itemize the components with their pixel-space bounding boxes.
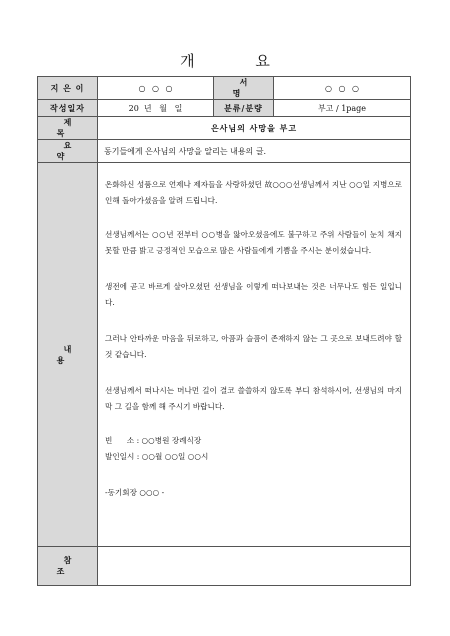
content-body (98, 163, 411, 547)
funeral-departure: 발인일시 : ○○월 ○○일 ○○시 (105, 452, 209, 461)
summary-label: 요 약 (38, 140, 98, 163)
reference-label: 참 조 (38, 547, 98, 586)
author-row (38, 77, 411, 100)
date-row (38, 100, 411, 117)
date-value: 20 년 월 일 (98, 100, 214, 117)
author-label: 지 은 이 (38, 77, 98, 100)
content-paragraph: 그러나 안타까운 마음을 뒤로하고, 아픔과 슬픔이 존재하지 않는 그 곳으로 보내드려야 할 것 같습니다. (105, 334, 402, 359)
author-value: ○ ○ ○ (98, 77, 214, 100)
content-paragraph: 선생님께서는 ○○년 전부터 ○○병을 앓아오셨음에도 불구하고 주위 사람들이 눈치 채지 못할 만큼 밝고 긍정적인 모습으로 많은 사람들에게 기쁨을 주시는 분이셨습니다. (105, 230, 402, 255)
summary-row (38, 140, 411, 163)
content-label: 내 용 (38, 163, 98, 547)
signature-label: 서 명 (214, 77, 274, 100)
content-paragraph: 생전에 곧고 바르게 살아오셨던 선생님을 이렇게 떠나보내는 것은 너무나도 힘든 일입니다. (105, 282, 402, 307)
summary-form-table (37, 76, 411, 586)
date-label: 작성일자 (38, 100, 98, 117)
subject-label: 제 목 (38, 117, 98, 140)
subject-value: 은사님의 사망을 부고 (98, 117, 411, 140)
content-paragraph: 선생님께서 떠나시는 머나먼 길이 결코 쓸쓸하지 않도록 부디 참석하시어, 선생님의 마지막 그 길을 함께 해 주시기 바랍니다. (105, 386, 402, 411)
page-title: 개 요 (180, 52, 298, 70)
reference-value (98, 547, 411, 586)
subject-row (38, 117, 411, 140)
content-row (38, 163, 411, 547)
sender-signature: -동기회장 ○○○ - (105, 488, 165, 497)
funeral-place: 빈 소 : ○○병원 장례식장 (105, 436, 202, 445)
category-value: 부고 / 1page (274, 100, 411, 117)
summary-value: 동기들에게 은사님의 사망을 알리는 내용의 글. (98, 140, 411, 163)
reference-row (38, 547, 411, 586)
content-paragraph: 온화하신 성품으로 언제나 제자들을 사랑하셨던 故○○○선생님께서 지난 ○○일 지병으로 인해 돌아가셨음을 알려 드립니다. (105, 180, 402, 205)
category-label: 분류/분량 (214, 100, 274, 117)
signature-value: ○ ○ ○ (274, 77, 411, 100)
